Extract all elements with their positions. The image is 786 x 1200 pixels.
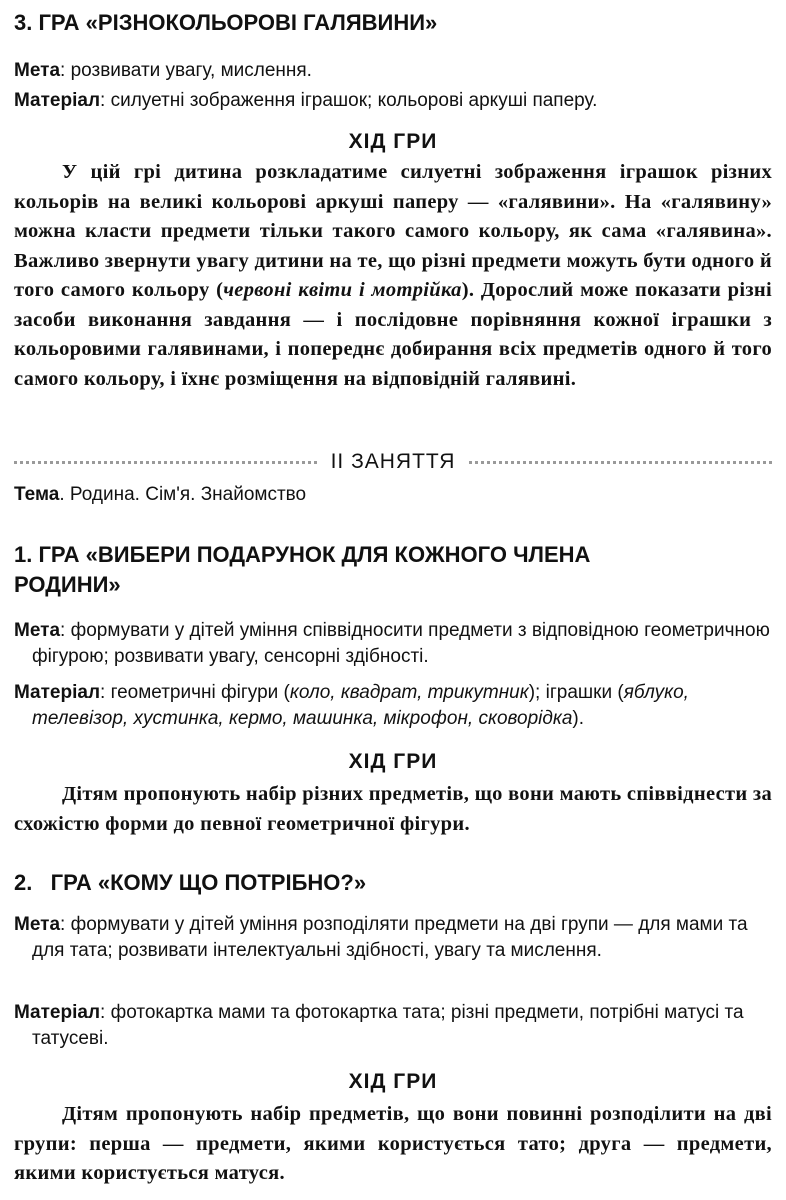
theme-label: Тема — [14, 484, 60, 505]
goal-text: : формувати у дітей уміння співвідносити предмети з відповідною геометричною фігурою; розвивати увагу, сенсорні здібності. — [32, 620, 770, 667]
material-label: Матеріал — [14, 1002, 101, 1023]
game1-goal — [14, 618, 772, 670]
game3-goal — [14, 58, 772, 84]
goal-label: Мета — [14, 60, 61, 81]
goal-text: : розвивати увагу, мислення. — [60, 60, 312, 81]
game1-material — [14, 680, 772, 732]
game3-course-title: ХІД ГРИ — [348, 130, 438, 153]
material-label: Матеріал — [14, 90, 101, 111]
lesson-divider — [14, 446, 772, 478]
game2-title: 2. ГРА «КОМУ ЩО ПОТРІБНО?» — [14, 870, 367, 895]
game1-title: 1. ГРА «ВИБЕРИ ПОДАРУНОК ДЛЯ КОЖНОГО ЧЛЕНА РОДИНИ» — [14, 542, 591, 597]
game3-text-italic: червоні квіти і мотрійка — [223, 279, 462, 301]
game1-course-title: ХІД ГРИ — [348, 750, 438, 773]
game1-description: Дітям пропонують набір різних предметів, що вони мають співвіднести за схожістю форми до певної геометричної фігури. — [14, 783, 772, 835]
goal-label: Мета — [14, 620, 61, 641]
goal-label: Мета — [14, 914, 61, 935]
material-text-c: ). — [572, 708, 585, 729]
theme-text: . Родина. Сім'я. Знайомство — [59, 484, 307, 505]
lesson-theme — [14, 482, 772, 508]
goal-text: : формувати у дітей уміння розподіляти предмети на дві групи — для мами та для тата; розвивати інтелектуальні здібності, увагу та мислення. — [32, 914, 748, 961]
material-text: : фотокартка мами та фотокартка тата; різні предмети, потрібні матусі та татусеві. — [32, 1002, 744, 1049]
game3-material — [14, 88, 772, 114]
material-label: Матеріал — [14, 682, 101, 703]
lesson-title: II ЗАНЯТТЯ — [330, 450, 456, 473]
material-text-b: ); іграшки ( — [528, 682, 624, 703]
game2-material — [14, 1000, 772, 1052]
material-text-a: : геометричні фігури ( — [100, 682, 290, 703]
game2-course-title: ХІД ГРИ — [348, 1070, 438, 1093]
game3-text-part1: У цій грі дитина розкладатиме силуетні зображення іграшок різних кольорів на великі кольорові аркуші паперу — «галявини». На «галявину» можна класти предмети тільки такого самого кольору, як сама «галявина». Важливо звернути увагу дитини на те, що різні предмети можуть бути одного й того самого кольору ( — [14, 161, 772, 301]
material-toys: яблуко, телевізор, хустинка, кермо, машинка, мікрофон, сковорідка — [32, 682, 689, 729]
material-text: : силуетні зображення іграшок; кольорові аркуші паперу. — [100, 90, 598, 111]
game2-goal — [14, 912, 772, 964]
divider-line-left — [14, 461, 317, 464]
game3-text-part2: ). Дорослий може показати різні засоби виконання завдання — і послідовне порівняння кожної іграшки з кольоровими галявинами, і попереднє добирання всіх предметів одного й того самого кольору, і їхнє розміщення на відповідній галявині. — [14, 279, 773, 390]
material-shapes: коло, квадрат, трикутник — [289, 682, 529, 703]
game3-description — [14, 158, 772, 394]
game3-title: 3. ГРА «РІЗНОКОЛЬОРОВІ ГАЛЯВИНИ» — [14, 10, 438, 35]
divider-line-right — [469, 461, 772, 464]
game2-description: Дітям пропонують набір предметів, що вони повинні розподілити на дві групи: перша — предмети, якими користується тато; друга — предмети, якими користується матуся. — [14, 1103, 772, 1184]
